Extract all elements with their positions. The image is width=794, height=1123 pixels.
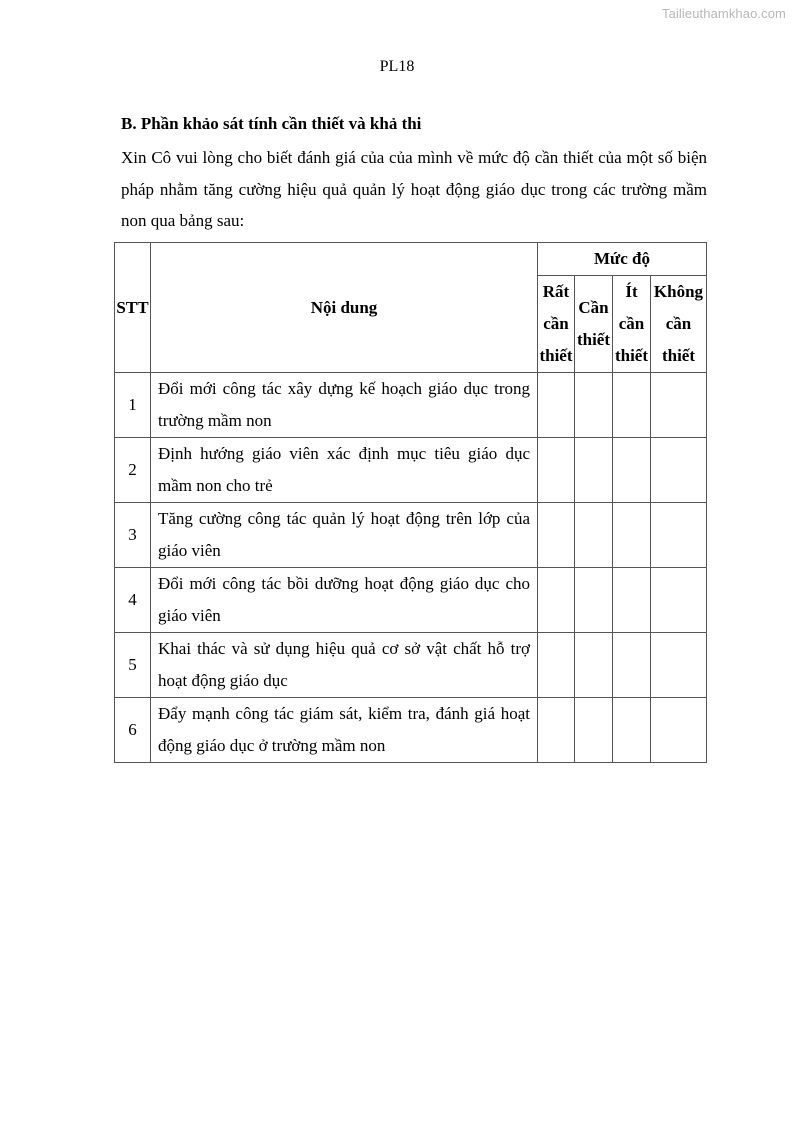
row-number: 5 [115, 633, 151, 698]
row-content: Đổi mới công tác xây dựng kế hoạch giáo dục trong trường mầm non [151, 373, 538, 438]
row-number: 4 [115, 568, 151, 633]
watermark: Tailieuthamkhao.com [661, 6, 786, 21]
row-number: 3 [115, 503, 151, 568]
rating-cell[interactable] [651, 373, 707, 438]
rating-cell[interactable] [538, 633, 575, 698]
row-number: 6 [115, 698, 151, 763]
rating-cell[interactable] [651, 503, 707, 568]
rating-cell[interactable] [651, 698, 707, 763]
rating-cell[interactable] [651, 633, 707, 698]
header-content: Nội dung [151, 243, 538, 373]
rating-cell[interactable] [575, 503, 613, 568]
header-level-not-necessary: Không cần thiết [651, 276, 707, 373]
header-level-less-necessary: Ít cần thiết [613, 276, 651, 373]
header-level-very-necessary: Rất cần thiết [538, 276, 575, 373]
table-row [115, 568, 707, 633]
table-row [115, 438, 707, 503]
rating-cell[interactable] [538, 698, 575, 763]
rating-cell[interactable] [538, 373, 575, 438]
row-content: Tăng cường công tác quản lý hoạt động trên lớp của giáo viên [151, 503, 538, 568]
rating-cell[interactable] [575, 373, 613, 438]
rating-cell[interactable] [613, 568, 651, 633]
table-row [115, 503, 707, 568]
row-content: Đẩy mạnh công tác giám sát, kiểm tra, đánh giá hoạt động giáo dục ở trường mầm non [151, 698, 538, 763]
rating-cell[interactable] [613, 633, 651, 698]
rating-cell[interactable] [613, 373, 651, 438]
rating-cell[interactable] [538, 568, 575, 633]
rating-cell[interactable] [613, 503, 651, 568]
rating-cell[interactable] [613, 698, 651, 763]
header-stt: STT [115, 243, 151, 373]
header-level: Mức độ [538, 243, 707, 276]
row-number: 1 [115, 373, 151, 438]
survey-table [114, 242, 707, 763]
table-row [115, 633, 707, 698]
rating-cell[interactable] [651, 568, 707, 633]
rating-cell[interactable] [575, 568, 613, 633]
rating-cell[interactable] [538, 438, 575, 503]
rating-cell[interactable] [575, 698, 613, 763]
rating-cell[interactable] [575, 633, 613, 698]
rating-cell[interactable] [575, 438, 613, 503]
intro-paragraph: Xin Cô vui lòng cho biết đánh giá của của mình về mức độ cần thiết của một số biện pháp nhằm tăng cường hiệu quả quản lý hoạt động giáo dục trong các trường mầm non qua bảng sau: [121, 148, 707, 230]
header-level-necessary: Cần thiết [575, 276, 613, 373]
section-heading: B. Phần khảo sát tính cần thiết và khả thi [121, 114, 422, 133]
rating-cell[interactable] [613, 438, 651, 503]
row-number: 2 [115, 438, 151, 503]
rating-cell[interactable] [538, 503, 575, 568]
row-content: Khai thác và sử dụng hiệu quả cơ sở vật chất hỗ trợ hoạt động giáo dục [151, 633, 538, 698]
row-content: Đổi mới công tác bồi dưỡng hoạt động giáo dục cho giáo viên [151, 568, 538, 633]
rating-cell[interactable] [651, 438, 707, 503]
table-row [115, 698, 707, 763]
page-label: PL18 [379, 58, 415, 75]
table-row [115, 373, 707, 438]
row-content: Định hướng giáo viên xác định mục tiêu giáo dục mầm non cho trẻ [151, 438, 538, 503]
